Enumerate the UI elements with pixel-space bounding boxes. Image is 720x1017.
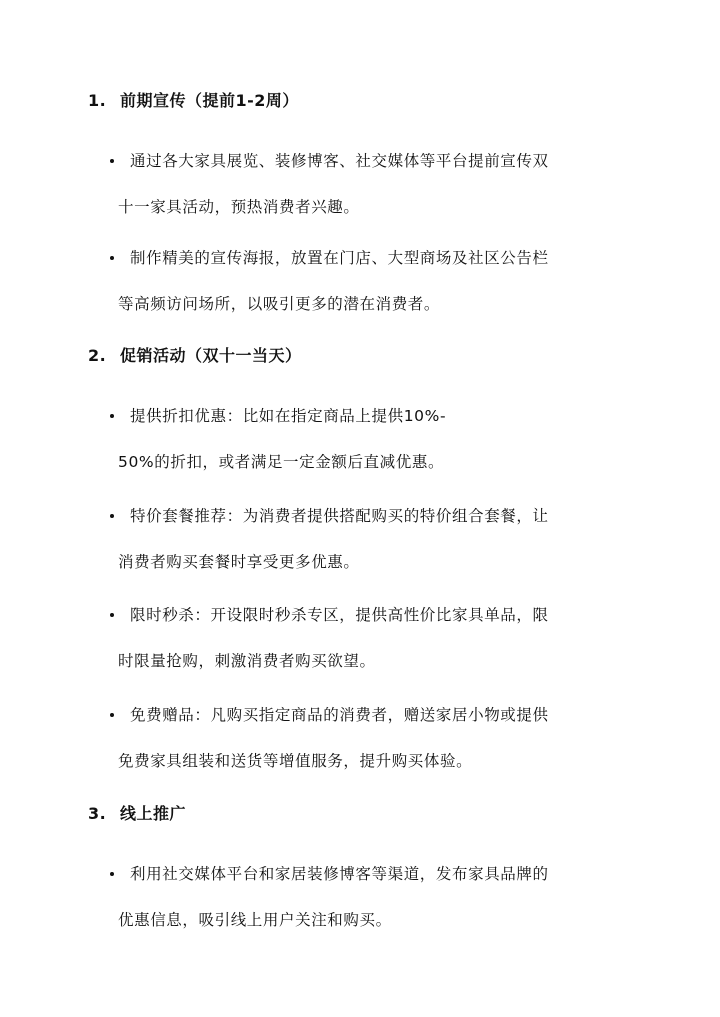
- list-item-line: 免费家具组装和送货等增值服务，提升购买体验。: [118, 752, 473, 770]
- bullet-icon: [110, 256, 114, 260]
- section-title: 前期宣传（提前1-2周）: [120, 91, 299, 110]
- section-number: 3.: [88, 804, 107, 823]
- bullet-icon: [110, 713, 114, 717]
- list-item-line: 提供折扣优惠：比如在指定商品上提供10%-: [130, 407, 447, 425]
- list-item-line: 时限量抢购，刺激消费者购买欲望。: [118, 652, 376, 670]
- bullet-icon: [110, 613, 114, 617]
- list-item-line: 限时秒杀：开设限时秒杀专区，提供高性价比家具单品，限: [130, 606, 549, 624]
- bullet-icon: [110, 414, 114, 418]
- list-item-line: 等高频访问场所，以吸引更多的潜在消费者。: [118, 295, 441, 313]
- list-item-line: 免费赠品：凡购买指定商品的消费者，赠送家居小物或提供: [130, 706, 549, 724]
- section-number: 1.: [88, 91, 107, 110]
- section-number: 2.: [88, 346, 107, 365]
- list-item-line: 50%的折扣，或者满足一定金额后直减优惠。: [118, 453, 445, 471]
- bullet-icon: [110, 872, 114, 876]
- section-heading-1: [88, 86, 299, 116]
- list-item-line: 通过各大家具展览、装修博客、社交媒体等平台提前宣传双: [130, 152, 549, 170]
- bullet-icon: [110, 159, 114, 163]
- list-item-line: 制作精美的宣传海报，放置在门店、大型商场及社区公告栏: [130, 249, 549, 267]
- list-item-line: 十一家具活动，预热消费者兴趣。: [118, 198, 360, 216]
- list-item-line: 利用社交媒体平台和家居装修博客等渠道，发布家具品牌的: [130, 865, 549, 883]
- section-heading-3: [88, 799, 186, 829]
- section-title: 促销活动（双十一当天）: [120, 346, 302, 365]
- list-item-line: 优惠信息，吸引线上用户关注和购买。: [118, 911, 392, 929]
- bullet-icon: [110, 514, 114, 518]
- section-heading-2: [88, 341, 302, 371]
- list-item-line: 消费者购买套餐时享受更多优惠。: [118, 553, 360, 571]
- list-item-line: 特价套餐推荐：为消费者提供搭配购买的特价组合套餐，让: [130, 507, 549, 525]
- section-title: 线上推广: [120, 804, 187, 823]
